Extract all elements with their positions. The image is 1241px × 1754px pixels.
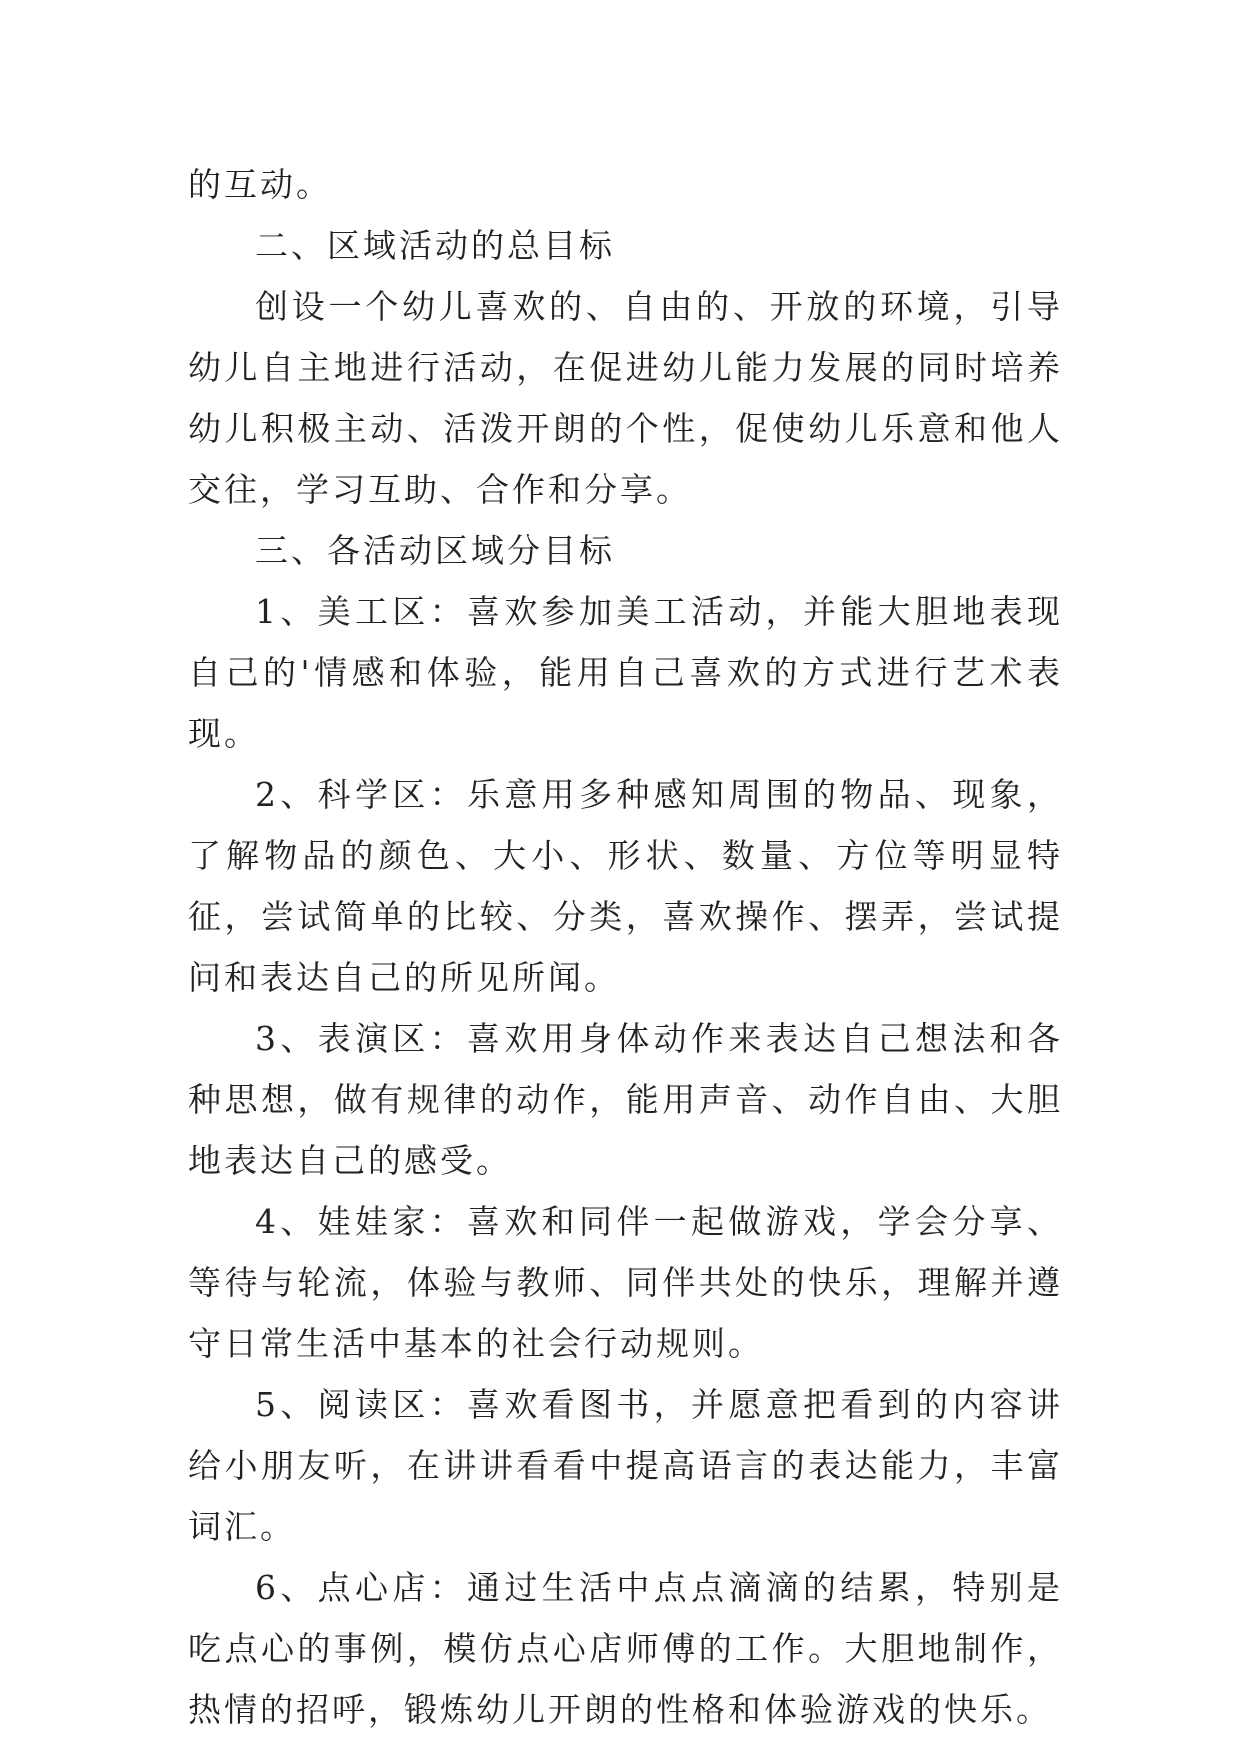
section-heading-overall-goals: 二、区域活动的总目标 bbox=[255, 226, 615, 265]
paragraph-reading-area: 5、阅读区：喜欢看图书，并愿意把看到的内容讲给小朋友听，在讲讲看看中提高语言的表达能力，丰富词汇。 bbox=[188, 1385, 1063, 1546]
paragraph-snack-shop: 6、点心店：通过生活中点点滴滴的结累，特别是吃点心的事例，模仿点心店师傅的工作。大胆地制作，热情的招呼，锻炼幼儿开朗的性格和体验游戏的快乐。 bbox=[188, 1568, 1063, 1729]
paragraph-art-area: 1、美工区：喜欢参加美工活动，并能大胆地表现自己的'情感和体验，能用自己喜欢的方式进行艺术表现。 bbox=[188, 592, 1063, 753]
body-text bbox=[188, 154, 1063, 1740]
paragraph-performance-area: 3、表演区：喜欢用身体动作来表达自己想法和各种思想，做有规律的动作，能用声音、动作自由、大胆地表达自己的感受。 bbox=[188, 1019, 1063, 1180]
paragraph-science-area: 2、科学区：乐意用多种感知周围的物品、现象，了解物品的颜色、大小、形状、数量、方位等明显特征，尝试简单的比较、分类，喜欢操作、摆弄，尝试提问和表达自己的所见所闻。 bbox=[188, 775, 1063, 997]
paragraph-continuation: 的互动。 bbox=[188, 165, 332, 204]
paragraph-overall-goals: 创设一个幼儿喜欢的、自由的、开放的环境，引导幼儿自主地进行活动，在促进幼儿能力发展的同时培养幼儿积极主动、活泼开朗的个性，促使幼儿乐意和他人交往，学习互助、合作和分享。 bbox=[188, 287, 1063, 509]
paragraph-doll-house: 4、娃娃家：喜欢和同伴一起做游戏，学会分享、等待与轮流，体验与教师、同伴共处的快乐，理解并遵守日常生活中基本的社会行动规则。 bbox=[188, 1202, 1063, 1363]
section-heading-area-goals: 三、各活动区域分目标 bbox=[255, 531, 615, 570]
